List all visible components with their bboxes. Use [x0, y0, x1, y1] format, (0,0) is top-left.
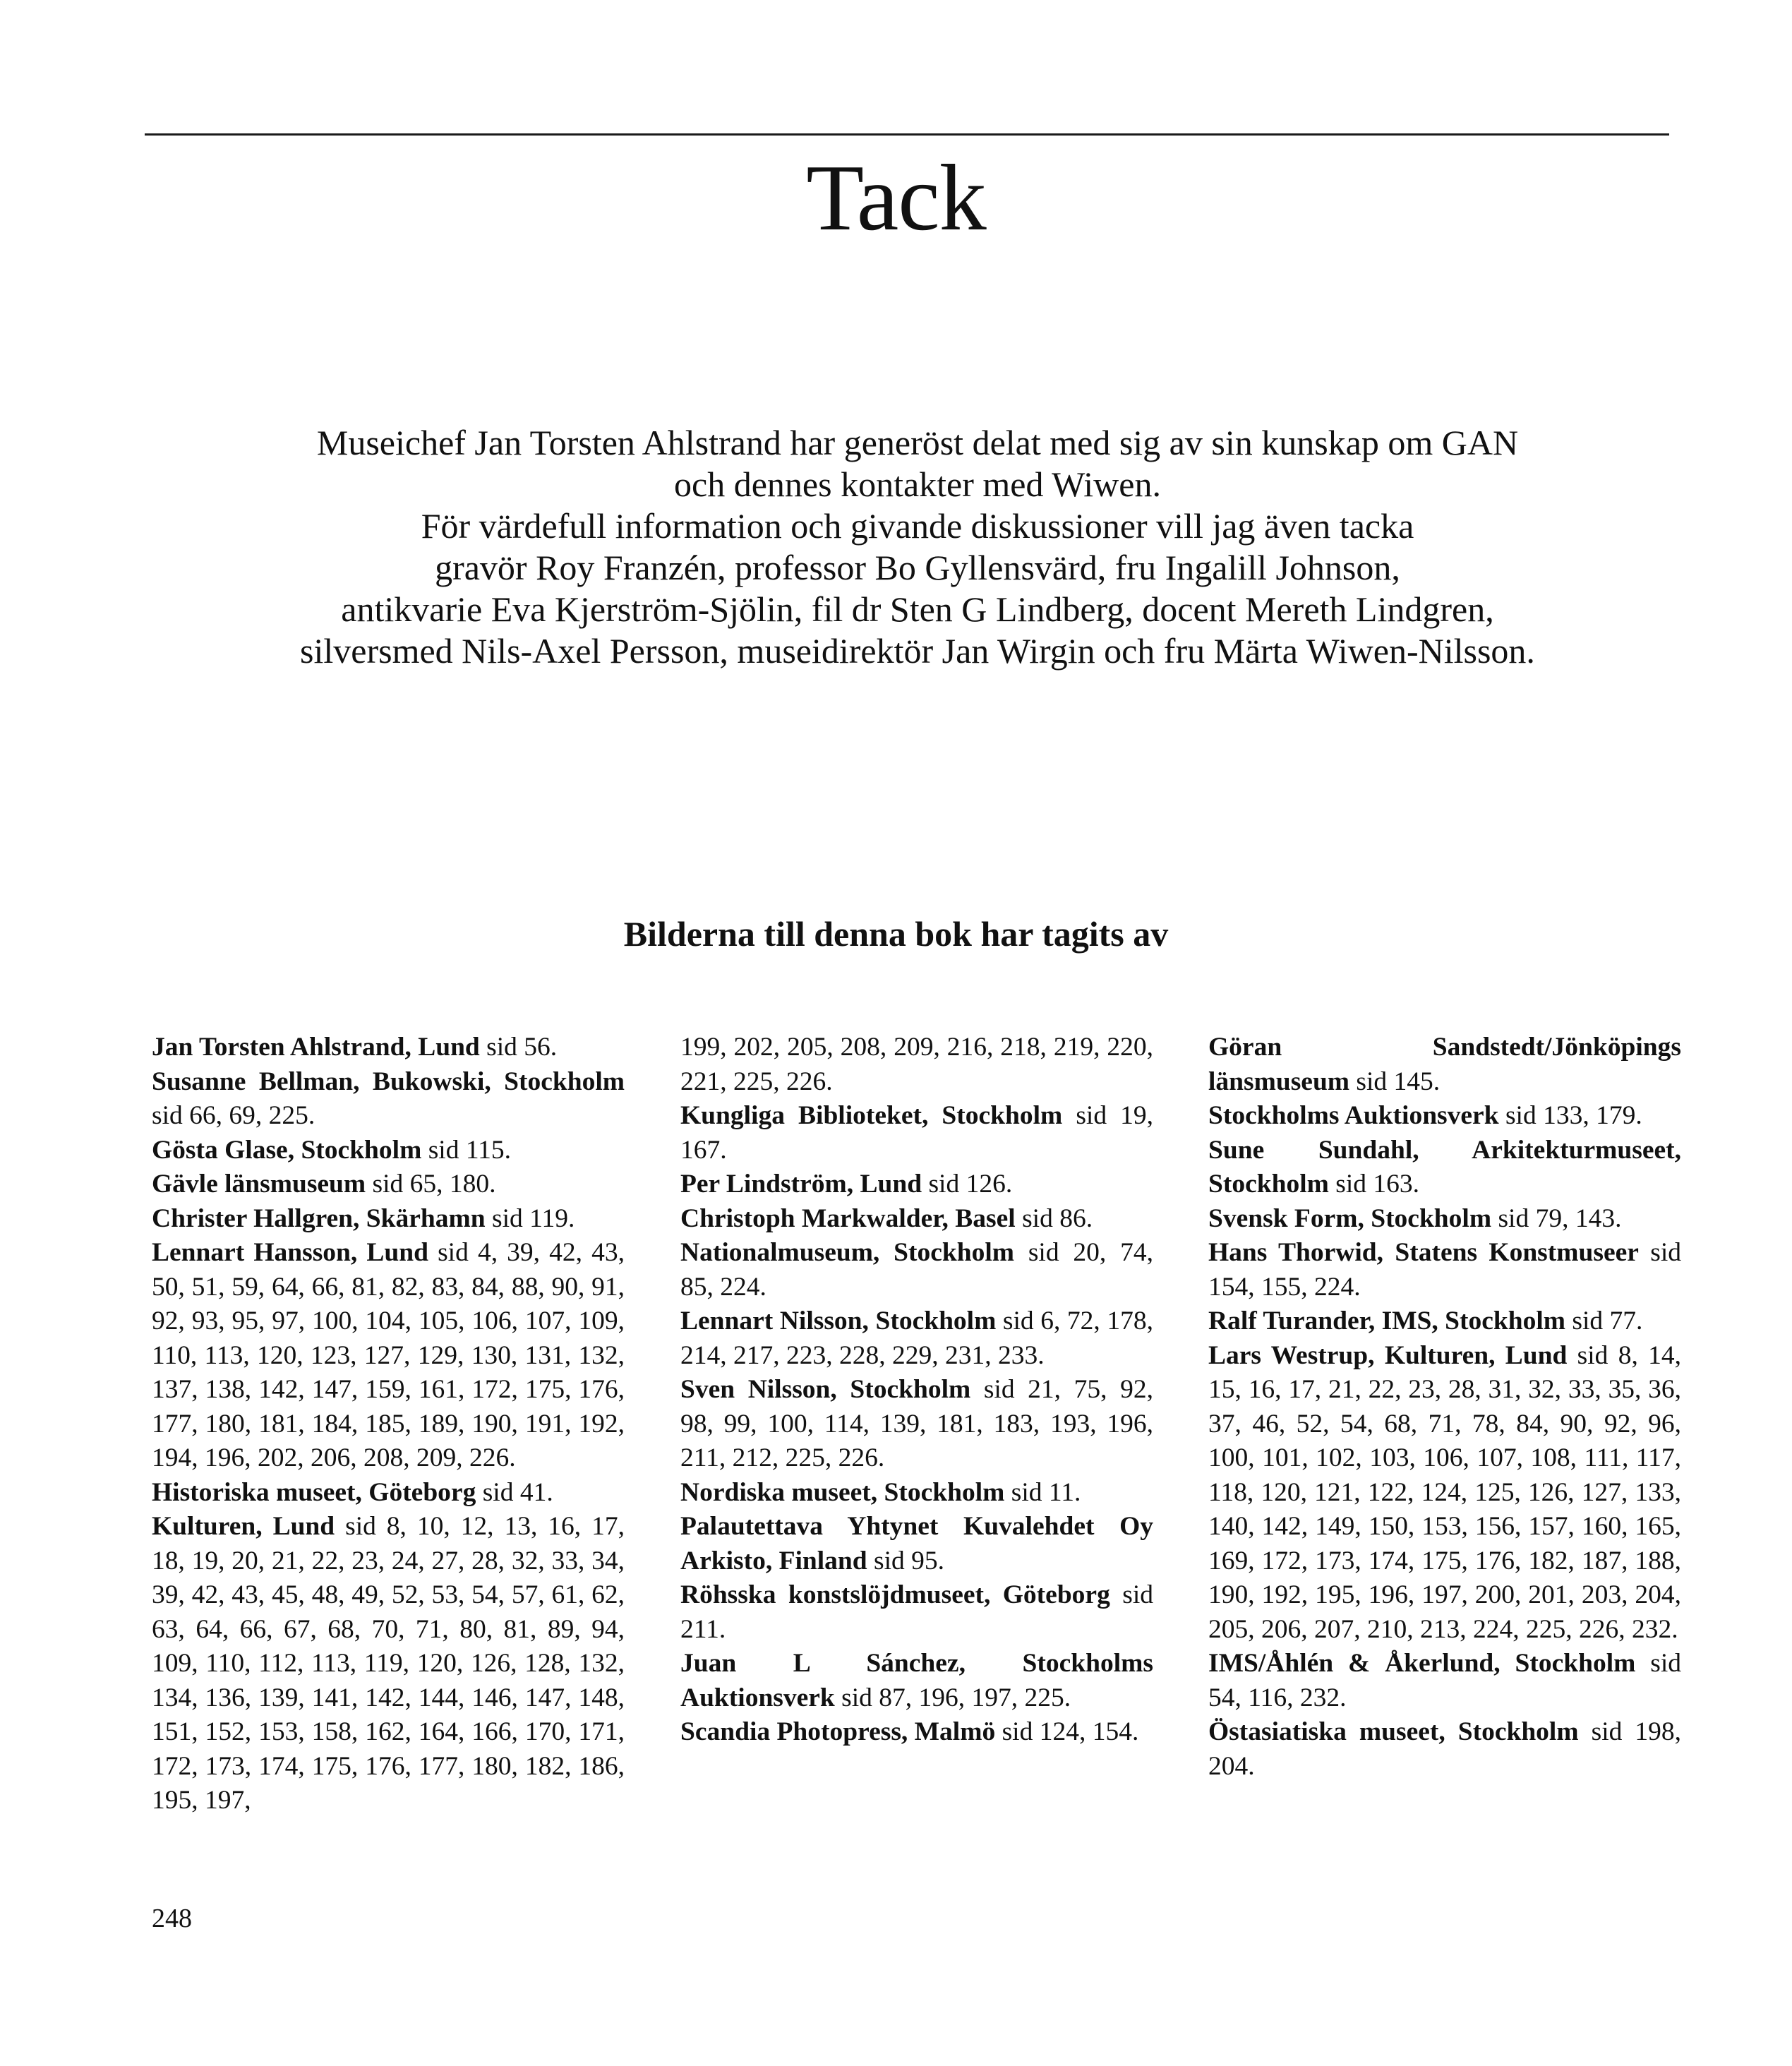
photographer-name: Christoph Markwalder, Basel [680, 1203, 1016, 1233]
credit-entry [680, 1099, 1153, 1167]
credit-entry [152, 1236, 625, 1476]
credit-entry [152, 1202, 625, 1237]
credit-entry [680, 1510, 1153, 1578]
page-references: sid 11. [1004, 1477, 1081, 1507]
photographer-name: Hans Thorwid, Statens Konstmuseer [1208, 1238, 1639, 1267]
credit-entry [1208, 1236, 1681, 1304]
photographer-name: Nationalmuseum, Stockholm [680, 1238, 1014, 1267]
credit-entry [152, 1510, 625, 1818]
photographer-name: Lennart Hansson, Lund [152, 1238, 428, 1267]
credit-entry [680, 1647, 1153, 1715]
photographer-name: Röhsska konstslöjdmuseet, Göteborg [680, 1580, 1110, 1609]
photographer-name: IMS/Åhlén & Åkerlund, Stockholm [1208, 1649, 1636, 1678]
photographer-name: Per Lindström, Lund [680, 1170, 922, 1199]
photographer-name: Scandia Photopress, Malmö [680, 1717, 996, 1746]
credit-entry [1208, 1099, 1681, 1134]
credit-entry [680, 1202, 1153, 1237]
page-title: Tack [806, 145, 986, 250]
page-references: sid 95. [867, 1546, 945, 1575]
photographer-name: Gösta Glase, Stockholm [152, 1135, 422, 1165]
page-number: 248 [152, 1904, 192, 1933]
photographer-name: Juan L Sánchez, Stockholms Auktionsverk [680, 1649, 1153, 1712]
page-references: sid 56. [479, 1033, 558, 1062]
credit-entry [680, 1715, 1153, 1750]
page-references: sid 21, 75, 92, 98, 99, 100, 114, 139, 181, 183, 193, 196, 211, 212, 225, 226. [680, 1375, 1153, 1472]
intro-line: silversmed Nils-Axel Persson, museidirektör Jan Wirgin och fru Märta Wiwen-Nilsson. [300, 631, 1535, 671]
page-references: sid 4, 39, 42, 43, 50, 51, 59, 64, 66, 81, 82, 83, 84, 88, 90, 91, 92, 93, 95, 97, 100, 104, 105, 106, 107, 109, 110, 113, 120, 123, 127, 129, 130, 131, 132, 137, 138, 142, 147, 159, 161, 172, 175, 176, 177, 180, 181, 184, 185, 189, 190, 191, 192, 194, 196, 202, 206, 208, 209, 226. [152, 1238, 625, 1472]
photographer-name: Kungliga Biblioteket, Stockholm [680, 1101, 1063, 1130]
photographer-name: Historiska museet, Göteborg [152, 1477, 476, 1507]
page-references: sid 8, 14, 15, 16, 17, 21, 22, 23, 28, 31, 32, 33, 35, 36, 37, 46, 52, 54, 68, 71, 78, 84, 90, 92, 96, 100, 101, 102, 103, 106, 107, 108, 111, 117, 118, 120, 121, 122, 124, 125, 126, 127, 133, 140, 142, 149, 150, 153, 156, 157, 160, 165, 169, 172, 173, 174, 175, 176, 182, 187, 188, 190, 192, 195, 196, 197, 200, 201, 203, 204, 205, 206, 207, 210, 213, 224, 225, 226, 232. [1208, 1340, 1681, 1644]
credit-entry [680, 1031, 1153, 1099]
page-references: sid 87, 196, 197, 225. [834, 1683, 1071, 1712]
page-references: sid 211. [680, 1580, 1153, 1644]
credit-entry [1208, 1202, 1681, 1237]
photographer-name: Stockholms Auktionsverk [1208, 1101, 1499, 1130]
photographer-name: Nordiska museet, Stockholm [680, 1477, 1005, 1507]
page-references: sid 54, 116, 232. [1208, 1649, 1681, 1712]
credit-entry [680, 1578, 1153, 1647]
photographer-name: Lars Westrup, Kulturen, Lund [1208, 1340, 1568, 1370]
top-rule [145, 133, 1669, 136]
page-references: sid 119. [485, 1203, 575, 1233]
page-references: sid 79, 143. [1491, 1203, 1622, 1233]
page-references: sid 8, 10, 12, 13, 16, 17, 18, 19, 20, 21, 22, 23, 24, 27, 28, 32, 33, 34, 39, 42, 43, 45, 48, 49, 52, 53, 54, 57, 61, 62, 63, 64, 66, 67, 68, 70, 71, 80, 81, 89, 94, 109, 110, 112, 113, 119, 120, 126, 128, 132, 134, 136, 139, 141, 142, 144, 146, 147, 148, 151, 152, 153, 158, 162, 164, 166, 170, 171, 172, 173, 174, 175, 176, 177, 180, 182, 186, 195, 197, [152, 1512, 625, 1815]
credit-entry [152, 1134, 625, 1168]
page-references: sid 126. [922, 1170, 1013, 1199]
page-references: sid 77. [1565, 1307, 1643, 1335]
intro-line: antikvarie Eva Kjerström-Sjölin, fil dr Sten G Lindberg, docent Mereth Lindgren, [341, 589, 1494, 629]
acknowledgement-text [106, 422, 1729, 672]
photographer-name: Christer Hallgren, Skärhamn [152, 1203, 486, 1233]
page-references: sid 20, 74, 85, 224. [680, 1238, 1153, 1302]
credit-entry [1208, 1715, 1681, 1784]
credits-column-1 [152, 1031, 625, 1818]
page-references: sid 41. [476, 1477, 553, 1507]
credits-heading: Bilderna till denna bok har tagits av [623, 914, 1169, 954]
credits-column-2 [680, 1031, 1153, 1750]
page-references: sid 6, 72, 178, 214, 217, 223, 228, 229, 231, 233. [680, 1307, 1153, 1370]
credit-entry [1208, 1031, 1681, 1099]
credit-entry [680, 1373, 1153, 1476]
credit-entry [680, 1304, 1153, 1373]
photographer-name: Ralf Turander, IMS, Stockholm [1208, 1307, 1566, 1335]
credit-entry [1208, 1339, 1681, 1647]
intro-line: Museichef Jan Torsten Ahlstrand har generöst delat med sig av sin kunskap om GAN [316, 423, 1519, 462]
intro-line: och dennes kontakter med Wiwen. [674, 464, 1161, 504]
photographer-name: Östasiatiska museet, Stockholm [1208, 1717, 1579, 1746]
credit-entry [152, 1167, 625, 1202]
photographer-name: Susanne Bellman, Bukowski, Stockholm [152, 1067, 625, 1096]
page-references: sid 154, 155, 224. [1208, 1238, 1682, 1302]
page-references: sid 133, 179. [1498, 1101, 1642, 1130]
photographer-name: Jan Torsten Ahlstrand, Lund [152, 1033, 480, 1062]
page-references: sid 115. [421, 1135, 512, 1165]
credit-entry [680, 1476, 1153, 1511]
credit-entry [152, 1031, 625, 1065]
page-references: sid 86. [1015, 1203, 1093, 1233]
intro-line: gravör Roy Franzén, professor Bo Gyllensvärd, fru Ingalill Johnson, [435, 548, 1400, 587]
photographer-name: Göran Sandstedt/Jönköpings länsmuseum [1208, 1033, 1681, 1096]
credit-entry [1208, 1304, 1681, 1339]
credit-entry [680, 1167, 1153, 1202]
photographer-name: Sven Nilsson, Stockholm [680, 1375, 971, 1404]
photographer-name: Kulturen, Lund [152, 1512, 335, 1541]
photographer-name: Lennart Nilsson, Stockholm [680, 1307, 997, 1335]
photographer-name: Svensk Form, Stockholm [1208, 1203, 1492, 1233]
intro-line: För värdefull information och givande diskussioner vill jag även tacka [421, 506, 1414, 546]
page-references: sid 198, 204. [1208, 1717, 1682, 1781]
credit-entry [1208, 1134, 1681, 1202]
credit-entry [152, 1065, 625, 1134]
credit-entry [152, 1476, 625, 1511]
photographer-name: Palautettava Yhtynet Kuvalehdet Oy Arkisto, Finland [680, 1512, 1153, 1575]
page-references: sid 124, 154. [995, 1717, 1139, 1746]
credit-entry [1208, 1647, 1681, 1715]
photographer-name: Gävle länsmuseum [152, 1170, 366, 1199]
page-references: sid 163. [1328, 1170, 1419, 1199]
credit-entry [680, 1236, 1153, 1304]
photographer-name: Sune Sundahl, Arkitekturmuseet, Stockholm [1208, 1135, 1681, 1199]
page-references: 199, 202, 205, 208, 209, 216, 218, 219, 220, 221, 225, 226. [680, 1033, 1153, 1096]
page-references: sid 66, 69, 225. [152, 1101, 315, 1130]
credits-column-3 [1208, 1031, 1681, 1784]
page-references: sid 145. [1349, 1067, 1441, 1096]
page-references: sid 65, 180. [366, 1170, 496, 1199]
page-references: sid 19, 167. [680, 1101, 1153, 1165]
